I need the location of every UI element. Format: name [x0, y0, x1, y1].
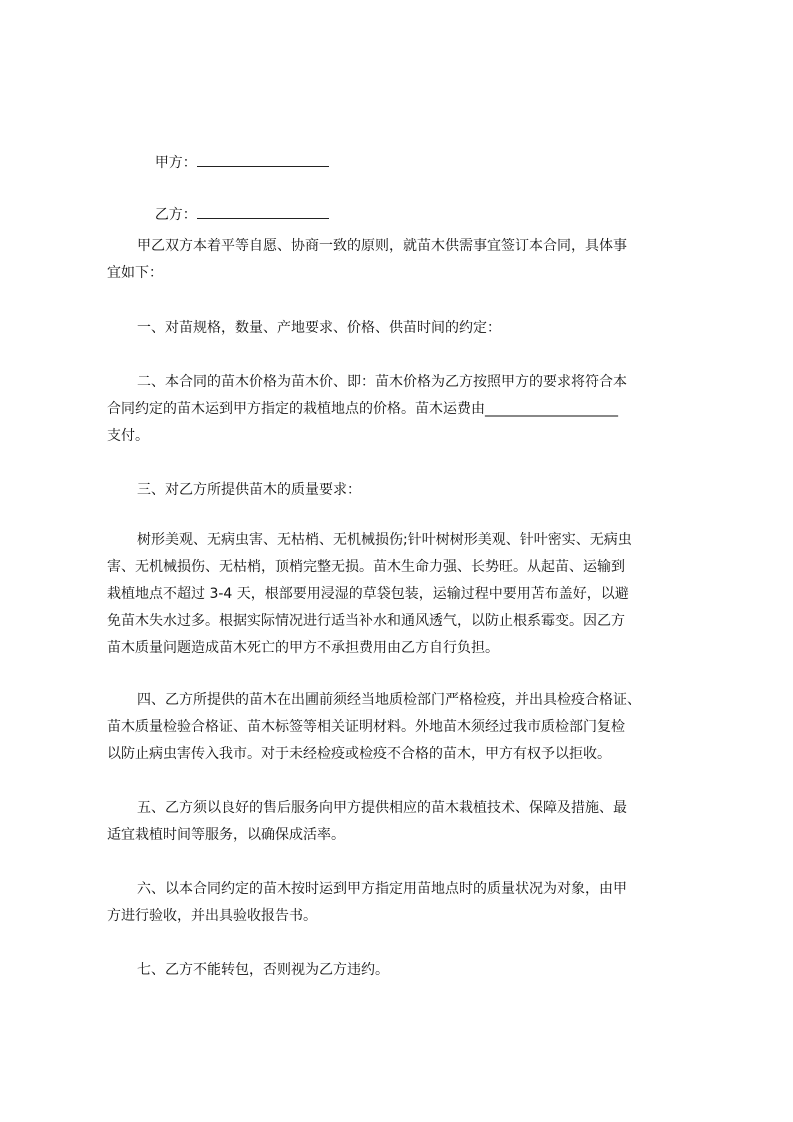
party-b-label: 乙方：	[154, 207, 197, 223]
clause-5-line-1: 五、乙方须以良好的售后服务向甲方提供相应的苗木栽植技术、保障及措施、最	[137, 800, 627, 816]
intro-line-2: 宜如下：	[107, 265, 163, 281]
clause-3-heading: 三、对乙方所提供苗木的质量要求：	[137, 482, 361, 498]
clause-5-line-2: 适宜栽植时间等服务，以确保成活率。	[107, 827, 345, 843]
clause-3-body-line-4: 免苗木失水过多。根据实际情况进行适当补水和通风透气，以防止根系霉变。因乙方	[107, 613, 625, 629]
clause-3-body-line-2: 害、无机械损伤、无枯梢，顶梢完整无损。苗木生命力强、长势旺。从起苗、运输到	[107, 559, 625, 575]
clause-2-line-1: 二、本合同的苗木价格为苗木价、即：苗木价格为乙方按照甲方的要求将符合本	[137, 374, 627, 390]
clause-6-line-2: 方进行验收，并出具验收报告书。	[107, 908, 317, 924]
clause-7-line: 七、乙方不能转包，否则视为乙方违约。	[137, 962, 389, 978]
party-b-blank	[197, 204, 329, 219]
intro-line-1: 甲乙双方本着平等自愿、协商一致的原则，就苗木供需事宜签订本合同，具体事	[137, 238, 627, 254]
clause-2-line-3: 支付。	[107, 428, 149, 444]
clause-3-body-line-1: 树形美观、无病虫害、无枯梢、无机械损伤;针叶树树形美观、针叶密实、无病虫	[137, 532, 632, 548]
clause-1-heading: 一、对苗规格，数量、产地要求、价格、供苗时间的约定：	[137, 320, 501, 336]
clause-6-line-1: 六、以本合同约定的苗木按时运到甲方指定用苗地点时的质量状况为对象，由甲	[137, 881, 627, 897]
clause-4-line-2: 苗木质量检验合格证、苗木标签等相关证明材料。外地苗木须经过我市质检部门复检	[107, 719, 625, 735]
clause-4-line-1: 四、乙方所提供的苗木在出圃前须经当地质检部门严格检疫，并出具检疫合格证、	[137, 692, 641, 708]
clause-3-body-line-3: 栽植地点不超过 3-4 天，根部要用浸湿的草袋包装，运输过程中要用苫布盖好，以避	[107, 586, 629, 602]
party-a-blank	[197, 152, 329, 167]
clause-2-line-2: 合同约定的苗木运到甲方指定的栽植地点的价格。苗木运费由___________________	[107, 401, 618, 417]
clause-4-line-3: 以防止病虫害传入我市。对于未经检疫或检疫不合格的苗木，甲方有权予以拒收。	[107, 746, 611, 762]
party-a-label: 甲方：	[154, 155, 197, 171]
clause-3-body-line-5: 苗木质量问题造成苗木死亡的甲方不承担费用由乙方自行负担。	[107, 640, 499, 656]
